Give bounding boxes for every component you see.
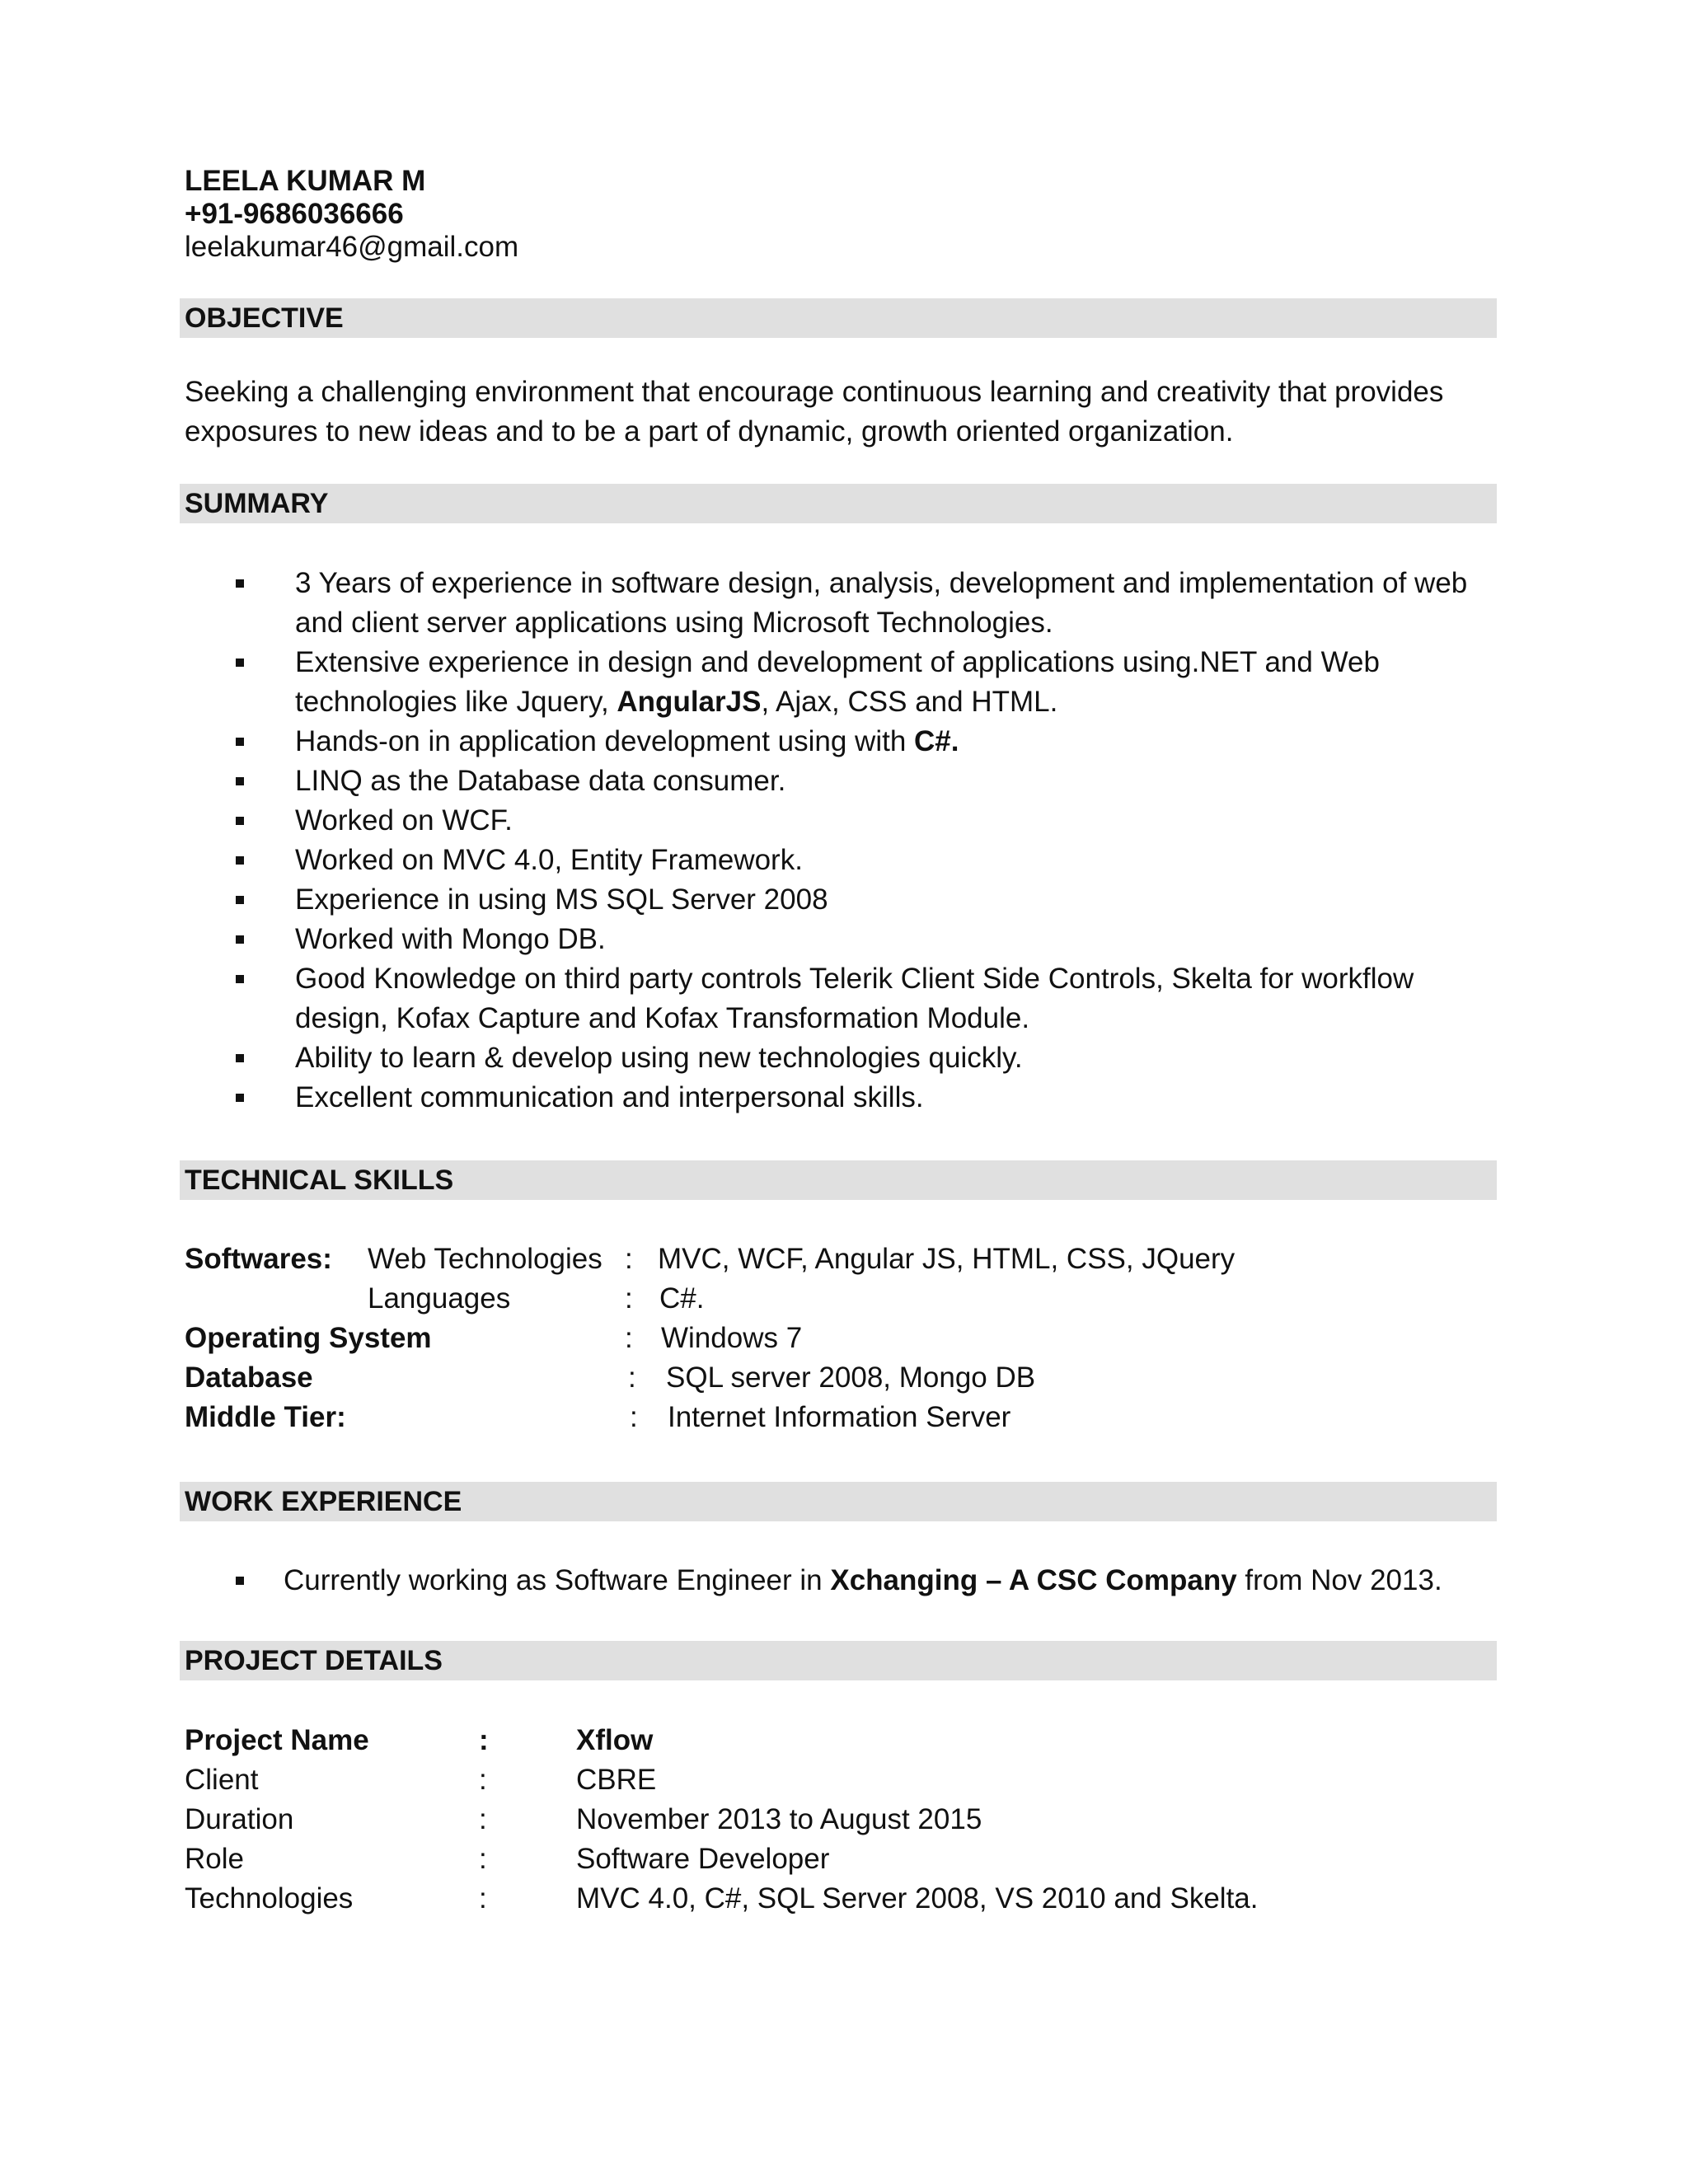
technologies-label: Technologies	[185, 1882, 354, 1915]
technical-skills-heading: TECHNICAL SKILLS	[180, 1160, 1497, 1200]
bullet-icon	[236, 856, 244, 865]
list-item: Good Knowledge on third party controls Telerik Client Side Controls, Skelta for workflow design, Kofax Capture and Kofax Transformation Module.	[185, 959, 1487, 1038]
list-item: Extensive experience in design and development of applications using.NET and Web technologies like Jquery, AngularJS, Ajax, CSS and HTML.	[185, 643, 1487, 722]
objective-text	[185, 373, 1503, 452]
list-item: Worked with Mongo DB.	[185, 920, 1487, 959]
objective-heading: OBJECTIVE	[180, 298, 1497, 338]
bullet-icon	[236, 1094, 244, 1102]
role-value: Software Developer	[576, 1843, 830, 1875]
list-item: Experience in using MS SQL Server 2008	[185, 880, 1487, 920]
colon-separator: :	[479, 1843, 487, 1875]
summary-heading: SUMMARY	[180, 484, 1497, 523]
database-value: SQL server 2008, Mongo DB	[666, 1361, 1036, 1394]
bullet-icon	[236, 1577, 244, 1585]
colon-separator: :	[630, 1401, 638, 1433]
objective-line: exposures to new ideas and to be a part of dynamic, growth oriented organization.	[185, 415, 1234, 448]
list-item: Worked on MVC 4.0, Entity Framework.	[185, 841, 1487, 880]
bullet-icon	[236, 896, 244, 904]
colon-separator: :	[479, 1764, 487, 1796]
client-label: Client	[185, 1764, 259, 1796]
operating-system-label: Operating System	[185, 1322, 432, 1354]
company-name: Xchanging – A CSC Company	[830, 1564, 1237, 1596]
duration-label: Duration	[185, 1803, 294, 1835]
colon-separator: :	[625, 1243, 633, 1275]
list-item: 3 Years of experience in software design, analysis, development and implementation of web and client server applications using Microsoft Technologies.	[185, 564, 1487, 643]
colon-separator: :	[625, 1282, 633, 1315]
work-experience-list	[185, 1561, 1503, 1601]
list-item: Hands-on in application development using with C#.	[185, 722, 1487, 762]
middle-tier-value: Internet Information Server	[668, 1401, 1011, 1433]
list-item: Excellent communication and interpersonal skills.	[185, 1078, 1487, 1118]
objective-line: Seeking a challenging environment that encourage continuous learning and creativity that provides	[185, 376, 1444, 408]
list-item: LINQ as the Database data consumer.	[185, 762, 1487, 801]
bullet-icon	[236, 658, 244, 667]
database-label: Database	[185, 1361, 313, 1394]
bullet-icon	[236, 975, 244, 983]
work-experience-heading: WORK EXPERIENCE	[180, 1482, 1497, 1521]
colon-separator: :	[479, 1724, 489, 1756]
colon-separator: :	[479, 1803, 487, 1835]
summary-list	[185, 564, 1487, 1118]
bullet-icon	[236, 738, 244, 746]
client-value: CBRE	[576, 1764, 657, 1796]
role-label: Role	[185, 1843, 244, 1875]
operating-system-value: Windows 7	[661, 1322, 803, 1354]
duration-value: November 2013 to August 2015	[576, 1803, 982, 1835]
middle-tier-label: Middle Tier:	[185, 1401, 346, 1433]
email-address: leelakumar46@gmail.com	[185, 231, 519, 263]
bullet-icon	[236, 579, 244, 588]
list-item: Ability to learn & develop using new technologies quickly.	[185, 1038, 1487, 1078]
softwares-label: Softwares:	[185, 1243, 332, 1275]
project-name-value: Xflow	[576, 1724, 654, 1756]
bullet-icon	[236, 777, 244, 785]
languages-value: C#.	[659, 1282, 705, 1315]
colon-separator: :	[625, 1322, 633, 1354]
project-details-heading: PROJECT DETAILS	[180, 1641, 1497, 1680]
list-item: Worked on WCF.	[185, 801, 1487, 841]
technologies-value: MVC 4.0, C#, SQL Server 2008, VS 2010 and Skelta.	[576, 1882, 1259, 1915]
colon-separator: :	[479, 1882, 487, 1915]
web-technologies-value: MVC, WCF, Angular JS, HTML, CSS, JQuery	[658, 1243, 1236, 1275]
phone-number: +91-9686036666	[185, 198, 404, 230]
bullet-icon	[236, 1054, 244, 1062]
colon-separator: :	[628, 1361, 636, 1394]
project-name-label: Project Name	[185, 1724, 369, 1756]
list-item: Currently working as Software Engineer in Xchanging – A CSC Company from Nov 2013.	[185, 1561, 1503, 1601]
languages-label: Languages	[368, 1282, 511, 1315]
web-technologies-label: Web Technologies	[368, 1243, 603, 1275]
candidate-name: LEELA KUMAR M	[185, 165, 426, 197]
bullet-icon	[236, 817, 244, 825]
bullet-icon	[236, 935, 244, 944]
contact-block	[185, 165, 518, 264]
